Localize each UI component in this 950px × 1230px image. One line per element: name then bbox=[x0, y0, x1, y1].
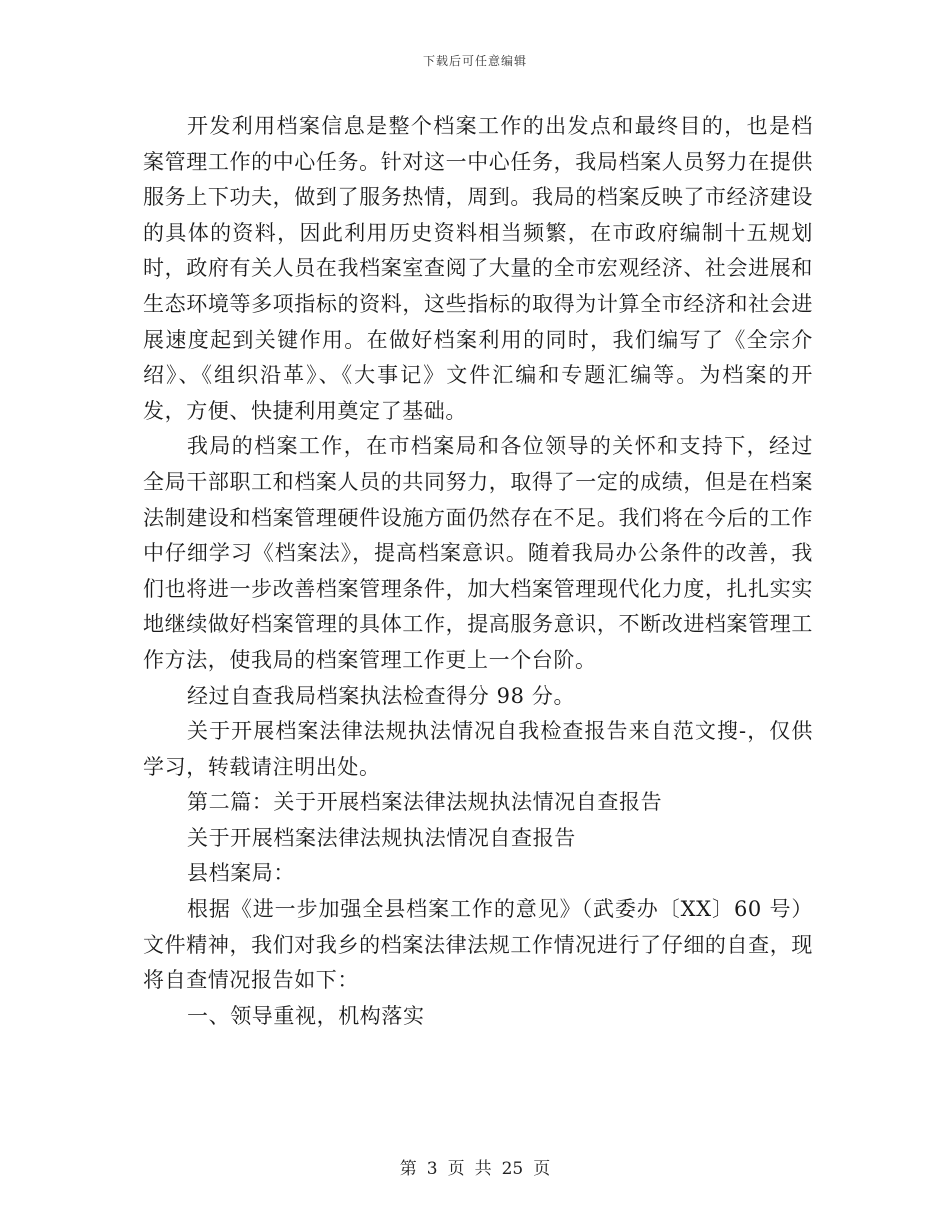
report-addressee: 县档案局： bbox=[187, 861, 295, 886]
document-body bbox=[143, 109, 813, 1034]
page-label-suffix: 页 bbox=[533, 1159, 551, 1179]
section-heading-part-two: 第二篇：关于开展档案法律法规执法情况自查报告 bbox=[187, 790, 663, 815]
total-label: 共 bbox=[474, 1159, 492, 1179]
section-heading-leadership: 一、领导重视，机构落实 bbox=[187, 1003, 425, 1028]
paragraph-report-basis: 根据《进一步加强全县档案工作的意见》（武委办〔XX〕60 号）文件精神，我们对我乡的档案法律法规工作情况进行了仔细的自查，现将自查情况报告如下： bbox=[143, 897, 813, 993]
page-label-mid: 页 bbox=[447, 1159, 465, 1179]
total-pages-number: 25 bbox=[501, 1159, 524, 1179]
current-page-number: 3 bbox=[426, 1159, 438, 1179]
paragraph-inspection-score: 经过自查我局档案执法检查得分 98 分。 bbox=[187, 683, 576, 708]
page-header: 下载后可任意编辑 bbox=[422, 54, 527, 68]
paragraph-achievements-and-plans: 我局的档案工作，在市档案局和各位领导的关怀和支持下，经过全局干部职工和档案人员的共同努力，取得了一定的成绩，但是在档案法制建设和档案管理硬件设施方面仍然存在不足。我们将在今后的工作中仔细学习《档案法》，提高档案意识。随着我局办公条件的改善，我们也将进一步改善档案管理条件，加大档案管理现代化力度，扎扎实实地继续做好档案管理的具体工作，提高服务意识，不断改进档案管理工作方法，使我局的档案管理工作更上一个台阶。 bbox=[143, 434, 813, 672]
page-label-prefix: 第 bbox=[399, 1159, 417, 1179]
paragraph-source-note: 关于开展档案法律法规执法情况自我检查报告来自范文搜-，仅供学习，转载请注明出处。 bbox=[143, 719, 813, 779]
paragraph-archive-utilization: 开发利用档案信息是整个档案工作的出发点和最终目的，也是档案管理工作的中心任务。针对这一中心任务，我局档案人员努力在提供服务上下功夫，做到了服务热情，周到。我局的档案反映了市经济建设的具体的资料，因此利用历史资料相当频繁，在市政府编制十五规划时，政府有关人员在我档案室查阅了大量的全市宏观经济、社会进展和生态环境等多项指标的资料，这些指标的取得为计算全市经济和社会进展速度起到关键作用。在做好档案利用的同时，我们编写了《全宗介绍》、《组织沿革》、《大事记》文件汇编和专题汇编等。为档案的开发，方便、快捷利用奠定了基础。 bbox=[143, 114, 813, 423]
report-title: 关于开展档案法律法规执法情况自查报告 bbox=[187, 825, 576, 850]
page-footer bbox=[0, 1154, 950, 1179]
